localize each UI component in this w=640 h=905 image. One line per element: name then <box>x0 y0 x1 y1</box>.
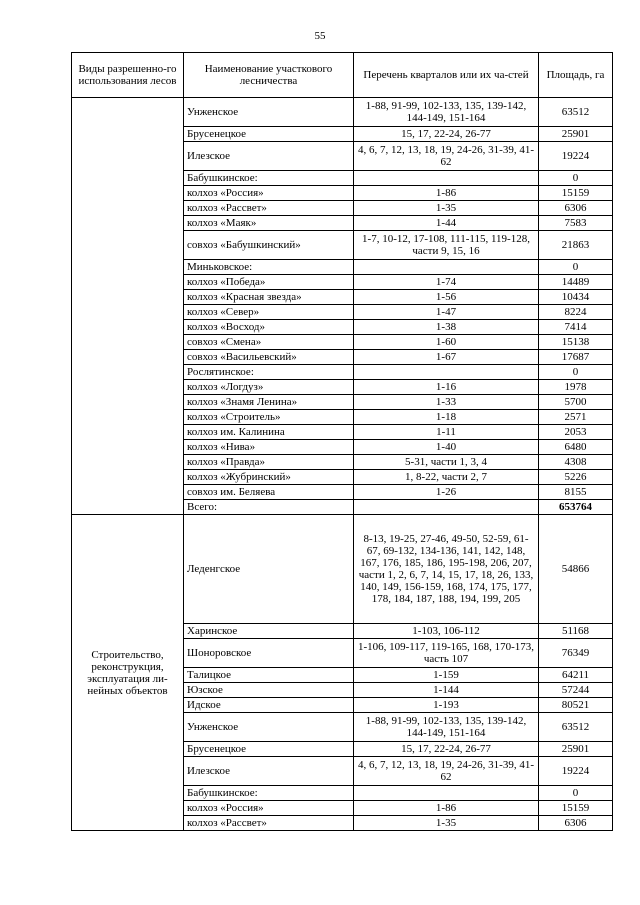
quarters-cell: 1-60 <box>354 335 539 350</box>
area-cell: 21863 <box>539 231 613 260</box>
quarters-cell: 1-38 <box>354 320 539 335</box>
area-cell: 2053 <box>539 425 613 440</box>
forestry-name-cell: колхоз «Красная звезда» <box>184 290 354 305</box>
forestry-name-cell: колхоз «Россия» <box>184 186 354 201</box>
header-area: Площадь, га <box>539 53 613 98</box>
forest-use-table <box>71 52 613 831</box>
quarters-cell: 1-86 <box>354 186 539 201</box>
forestry-name-cell: колхоз «Победа» <box>184 275 354 290</box>
forestry-name-cell: колхоз «Север» <box>184 305 354 320</box>
quarters-cell: 1-193 <box>354 698 539 713</box>
quarters-cell: 1-35 <box>354 816 539 831</box>
forestry-name-cell: колхоз «Нива» <box>184 440 354 455</box>
quarters-cell: 4, 6, 7, 12, 13, 18, 19, 24-26, 31-39, 41-62 <box>354 142 539 171</box>
table-row <box>72 98 613 127</box>
quarters-cell: 1-86 <box>354 801 539 816</box>
quarters-cell: 1-7, 10-12, 17-108, 111-115, 119-128, части 9, 15, 16 <box>354 231 539 260</box>
forestry-name-cell: совхоз «Смена» <box>184 335 354 350</box>
page-number: 55 <box>314 30 326 42</box>
area-cell: 7414 <box>539 320 613 335</box>
forestry-name-cell: Бабушкинское: <box>184 171 354 186</box>
area-cell: 17687 <box>539 350 613 365</box>
forestry-name-cell: Всего: <box>184 500 354 515</box>
forestry-name-cell: Унженское <box>184 713 354 742</box>
area-cell: 8224 <box>539 305 613 320</box>
forestry-name-cell: Миньковское: <box>184 260 354 275</box>
area-cell: 76349 <box>539 639 613 668</box>
forestry-name-cell: колхоз «Маяк» <box>184 216 354 231</box>
quarters-cell: 15, 17, 22-24, 26-77 <box>354 742 539 757</box>
forestry-name-cell: Рослятинское: <box>184 365 354 380</box>
forestry-name-cell: колхоз «Строитель» <box>184 410 354 425</box>
forestry-name-cell: колхоз «Рассвет» <box>184 816 354 831</box>
area-cell: 7583 <box>539 216 613 231</box>
area-cell: 63512 <box>539 713 613 742</box>
area-cell: 54866 <box>539 515 613 624</box>
area-cell: 4308 <box>539 455 613 470</box>
area-cell: 14489 <box>539 275 613 290</box>
quarters-cell: 1-47 <box>354 305 539 320</box>
forestry-name-cell: колхоз «Восход» <box>184 320 354 335</box>
quarters-cell: 1-88, 91-99, 102-133, 135, 139-142, 144-149, 151-164 <box>354 713 539 742</box>
quarters-cell <box>354 786 539 801</box>
quarters-cell: 1, 8-22, части 2, 7 <box>354 470 539 485</box>
forestry-name-cell: Леденгское <box>184 515 354 624</box>
area-cell: 57244 <box>539 683 613 698</box>
quarters-cell: 15, 17, 22-24, 26-77 <box>354 127 539 142</box>
quarters-cell <box>354 500 539 515</box>
area-cell: 6480 <box>539 440 613 455</box>
forestry-name-cell: совхоз им. Беляева <box>184 485 354 500</box>
quarters-cell: 1-40 <box>354 440 539 455</box>
area-cell: 19224 <box>539 142 613 171</box>
forestry-name-cell: колхоз им. Калинина <box>184 425 354 440</box>
quarters-cell: 1-103, 106-112 <box>354 624 539 639</box>
area-cell: 25901 <box>539 127 613 142</box>
area-cell: 15159 <box>539 801 613 816</box>
forestry-name-cell: Бабушкинское: <box>184 786 354 801</box>
quarters-cell: 8-13, 19-25, 27-46, 49-50, 52-59, 61-67, 69-132, 134-136, 141, 142, 148, 167, 176, 185, 186, 195-198, 206, 207, части 1, 2, 6, 7, 14, 15, 17, 18, 26, 133, 140, 149, 156-159, 168, 174, 175, 177, 178, 184, 187, 188, 194, 199, 205 <box>354 515 539 624</box>
use-type-cell <box>72 98 184 515</box>
area-cell: 8155 <box>539 485 613 500</box>
area-cell: 2571 <box>539 410 613 425</box>
quarters-cell: 1-18 <box>354 410 539 425</box>
forestry-name-cell: Илезское <box>184 757 354 786</box>
quarters-cell: 1-44 <box>354 216 539 231</box>
table-body <box>72 98 613 831</box>
quarters-cell: 1-67 <box>354 350 539 365</box>
quarters-cell: 1-88, 91-99, 102-133, 135, 139-142, 144-149, 151-164 <box>354 98 539 127</box>
forestry-name-cell: Юзское <box>184 683 354 698</box>
quarters-cell: 1-11 <box>354 425 539 440</box>
forestry-name-cell: Унженское <box>184 98 354 127</box>
area-cell: 15138 <box>539 335 613 350</box>
area-cell: 0 <box>539 171 613 186</box>
area-cell: 63512 <box>539 98 613 127</box>
quarters-cell: 5-31, части 1, 3, 4 <box>354 455 539 470</box>
forestry-name-cell: колхоз «Россия» <box>184 801 354 816</box>
quarters-cell: 1-35 <box>354 201 539 216</box>
forestry-name-cell: колхоз «Знамя Ленина» <box>184 395 354 410</box>
quarters-cell: 1-16 <box>354 380 539 395</box>
quarters-cell: 1-26 <box>354 485 539 500</box>
header-quarters: Перечень кварталов или их ча-стей <box>354 53 539 98</box>
forestry-name-cell: Илезское <box>184 142 354 171</box>
area-cell: 6306 <box>539 816 613 831</box>
forestry-name-cell: колхоз «Рассвет» <box>184 201 354 216</box>
area-cell: 10434 <box>539 290 613 305</box>
area-cell: 80521 <box>539 698 613 713</box>
forestry-name-cell: Харинское <box>184 624 354 639</box>
quarters-cell <box>354 365 539 380</box>
forestry-name-cell: Идское <box>184 698 354 713</box>
area-cell: 51168 <box>539 624 613 639</box>
area-cell: 64211 <box>539 668 613 683</box>
quarters-cell: 1-106, 109-117, 119-165, 168, 170-173, часть 107 <box>354 639 539 668</box>
forestry-name-cell: совхоз «Васильевский» <box>184 350 354 365</box>
area-cell: 5700 <box>539 395 613 410</box>
area-cell: 1978 <box>539 380 613 395</box>
area-cell: 5226 <box>539 470 613 485</box>
header-forestry: Наименование участкового лесничества <box>184 53 354 98</box>
quarters-cell: 1-159 <box>354 668 539 683</box>
area-cell: 653764 <box>539 500 613 515</box>
quarters-cell: 1-74 <box>354 275 539 290</box>
area-cell: 25901 <box>539 742 613 757</box>
quarters-cell <box>354 171 539 186</box>
area-cell: 0 <box>539 786 613 801</box>
forestry-name-cell: Брусенецкое <box>184 742 354 757</box>
forestry-name-cell: Шоноровское <box>184 639 354 668</box>
forestry-name-cell: колхоз «Правда» <box>184 455 354 470</box>
forestry-name-cell: колхоз «Жубринский» <box>184 470 354 485</box>
quarters-cell: 1-33 <box>354 395 539 410</box>
quarters-cell: 4, 6, 7, 12, 13, 18, 19, 24-26, 31-39, 41-62 <box>354 757 539 786</box>
forestry-name-cell: Брусенецкое <box>184 127 354 142</box>
forestry-name-cell: колхоз «Логдуз» <box>184 380 354 395</box>
area-cell: 0 <box>539 365 613 380</box>
table-header-row <box>72 53 613 98</box>
area-cell: 15159 <box>539 186 613 201</box>
quarters-cell: 1-56 <box>354 290 539 305</box>
forestry-name-cell: Талицкое <box>184 668 354 683</box>
table-row <box>72 515 613 624</box>
header-use-type: Виды разрешенно-го использования лесов <box>72 53 184 98</box>
area-cell: 0 <box>539 260 613 275</box>
forestry-name-cell: совхоз «Бабушкинский» <box>184 231 354 260</box>
quarters-cell <box>354 260 539 275</box>
use-type-cell: Строительство, реконструкция, эксплуатация ли-нейных объектов <box>72 515 184 831</box>
area-cell: 6306 <box>539 201 613 216</box>
area-cell: 19224 <box>539 757 613 786</box>
quarters-cell: 1-144 <box>354 683 539 698</box>
